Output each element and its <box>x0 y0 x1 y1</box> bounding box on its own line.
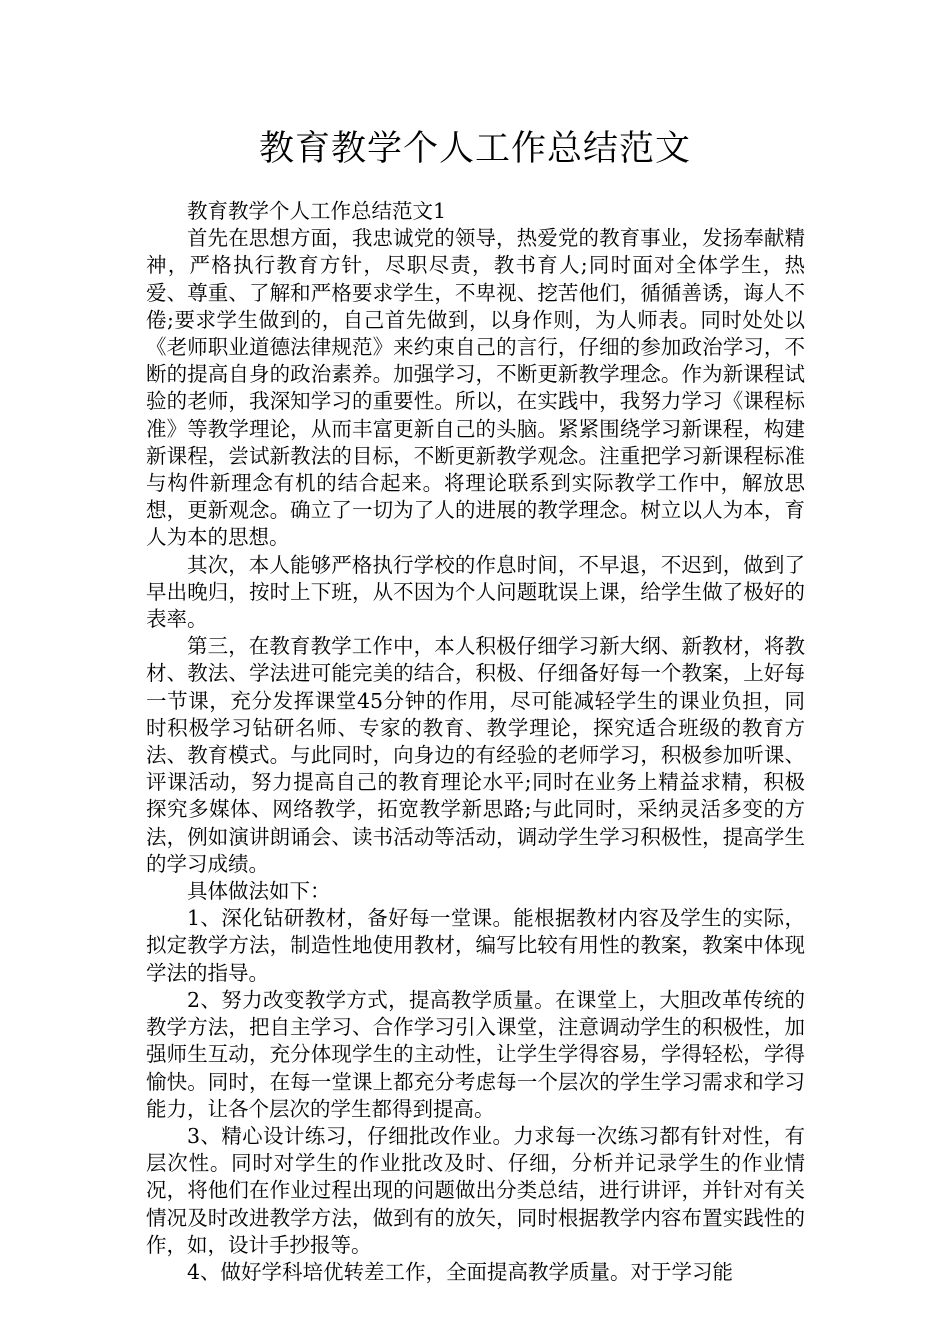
body-paragraph: 第三，在教育教学工作中，本人积极仔细学习新大纲、新教材，将教材、教法、学法进可能完美的结合，积极、仔细备好每一个教案，上好每一节课，充分发挥课堂45分钟的作用，尽可能减轻学生的课业负担，同时积极学习钻研名师、专家的教育、教学理论，探究适合班级的教育方法、教育模式。与此同时，向身边的有经验的老师学习，积极参加听课、评课活动，努力提高自己的教育理论水平;同时在业务上精益求精，积极探究多媒体、网络教学，拓宽教学新思路;与此同时，采纳灵活多变的方法，例如演讲朗诵会、读书活动等活动，调动学生学习积极性，提高学生的学习成绩。 <box>146 634 805 876</box>
list-item-paragraph: 1、深化钻研教材，备好每一堂课。能根据教材内容及学生的实际，拟定教学方法，制造性地使用教材，编写比较有用性的教案，教案中体现学法的指导。 <box>146 906 805 985</box>
list-item-paragraph: 2、努力改变教学方式，提高教学质量。在课堂上，大胆改革传统的教学方法，把自主学习、合作学习引入课堂，注意调动学生的积极性，加强师生互动，充分体现学生的主动性，让学生学得容易，学得轻松，学得愉快。同时，在每一堂课上都充分考虑每一个层次的学生学习需求和学习能力，让各个层次的学生都得到提高。 <box>146 987 805 1121</box>
document-body <box>146 198 805 1286</box>
body-paragraph: 其次，本人能够严格执行学校的作息时间，不早退，不迟到，做到了早出晚归，按时上下班，从不因为个人问题耽误上课，给学生做了极好的表率。 <box>146 552 805 632</box>
list-item-paragraph: 4、做好学科培优转差工作，全面提高教学质量。对于学习能 <box>187 1259 734 1284</box>
body-paragraph: 具体做法如下： <box>187 879 331 904</box>
body-paragraph: 首先在思想方面，我忠诚党的领导，热爱党的教育事业，发扬奉献精神，严格执行教育方针，尽职尽责，教书育人;同时面对全体学生，热爱、尊重、了解和严格要求学生，不卑视、挖苦他们，循循善诱，诲人不倦;要求学生做到的，自己首先做到，以身作则，为人师表。同时处处以《老师职业道德法律规范》来约束自己的言行，仔细的参加政治学习，不断的提高自身的政治素养。加强学习，不断更新教学理念。作为新课程试验的老师，我深知学习的重要性。所以，在实践中，我努力学习《课程标准》等教学理论，从而丰富更新自己的头脑。紧紧围绕学习新课程，构建新课程，尝试新教法的目标，不断更新教学观念。注重把学习新课程标准与构件新理念有机的结合起来。将理论联系到实际教学工作中，解放思想，更新观念。确立了一切为了人的进展的教学理念。树立以人为本，育人为本的思想。 <box>146 226 805 550</box>
list-item-paragraph: 3、精心设计练习，仔细批改作业。力求每一次练习都有针对性，有层次性。同时对学生的作业批改及时、仔细，分析并记录学生的作业情况，将他们在作业过程出现的问题做出分类总结，进行讲评，并针对有关情况及时改进教学方法，做到有的放矢，同时根据教学内容布置实践性的作，如，设计手抄报等。 <box>146 1123 805 1257</box>
document-title: 教育教学个人工作总结范文 <box>258 129 691 169</box>
subtitle-paragraph: 教育教学个人工作总结范文1 <box>187 199 447 223</box>
